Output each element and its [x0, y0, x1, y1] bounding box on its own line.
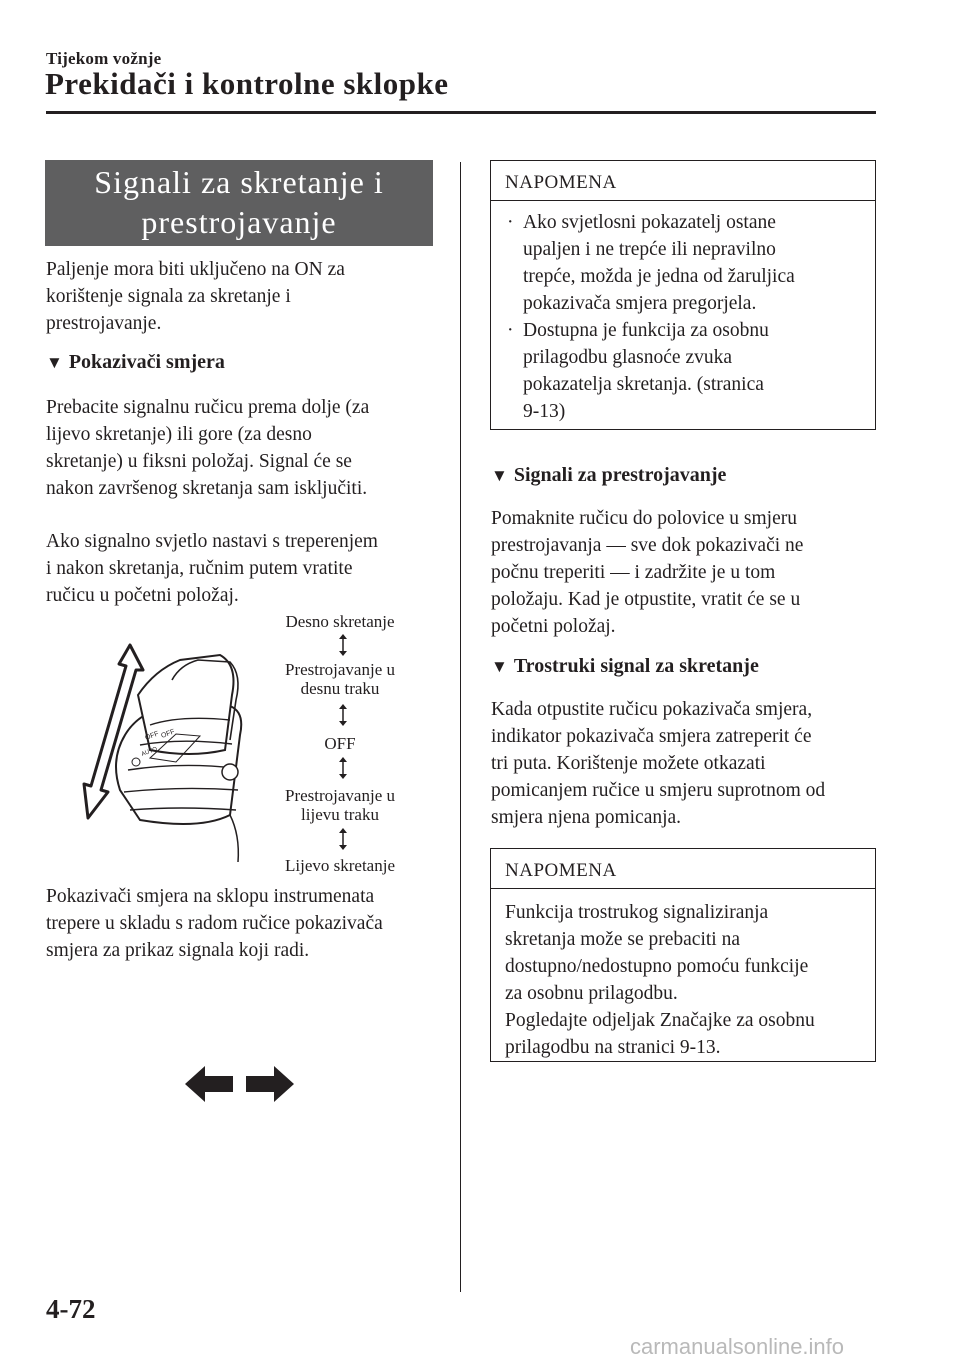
text-line: 9-13) [523, 401, 566, 422]
text-line: prestrojavanje. [46, 313, 162, 334]
note-body [491, 889, 875, 1061]
subheading-text: Pokazivači smjera [68, 351, 225, 373]
section-banner [45, 160, 433, 246]
paragraph-lane-change [491, 505, 803, 640]
text-line: nakon završenog skretanja sam isključiti. [46, 478, 368, 499]
page-number: 4-72 [46, 1294, 96, 1324]
text-line: Ako signalno svjetlo nastavi s treperenjem [46, 531, 378, 552]
paragraph-turn-signals [46, 394, 369, 502]
bullet-dot: · [507, 212, 514, 233]
turn-arrow-left-icon [185, 1066, 233, 1102]
text-line: smjera njena pomicanja. [491, 807, 682, 828]
subheading-text: Signali za prestrojavanje [513, 464, 727, 486]
text-line: i nakon skretanja, ručnim putem vratite [46, 558, 353, 579]
note-bullet-item [505, 209, 861, 317]
text-line: pokazivača smjera pregorjela. [523, 293, 757, 314]
double-arrow-icon [339, 757, 347, 779]
text-line: Pokazivači smjera na sklopu instrumenata [46, 886, 375, 907]
column-divider [460, 162, 461, 1292]
text-line: pokazatelja skretanja. (stranica [523, 374, 764, 395]
text-line: prilagodbu na stranici 9-13. [505, 1037, 721, 1058]
triangle-down-icon: ▼ [491, 657, 508, 676]
label-off: OFF [324, 734, 356, 753]
note-body [491, 201, 875, 425]
text-line: lijevo skretanje) ili gore (za desno [46, 424, 312, 445]
note-box-bulb [490, 160, 876, 430]
paragraph-instrument-cluster [46, 883, 383, 964]
section-title-line: prestrojavanje [141, 204, 337, 240]
text-line: Pogledajte odjeljak Značajke za osobnu [505, 1010, 815, 1031]
paragraph-return-lever [46, 528, 378, 609]
page-title: Prekidači i kontrolne sklopke [45, 66, 449, 101]
watermark: carmanualsonline.info [630, 1334, 845, 1359]
subheading-turn-signals [46, 349, 225, 376]
text-line: indikator pokazivača smjera zatreperit će [491, 726, 812, 747]
lever-diagram [80, 610, 430, 880]
text-line: Pomaknite ručicu do polovice u smjeru [491, 508, 797, 529]
label-right-turn: Desno skretanje [285, 612, 395, 631]
text-line: Ako svjetlosni pokazatelj ostane [523, 212, 776, 233]
text-line: prestrojavanja — sve dok pokazivači ne [491, 535, 804, 556]
triangle-down-icon: ▼ [46, 353, 63, 372]
label-line: desnu traku [300, 679, 380, 698]
turn-arrow-right-icon [246, 1066, 294, 1102]
text-line: skretanja može se prebaciti na [505, 929, 740, 950]
chapter-label: Tijekom vožnje [46, 49, 162, 68]
triangle-down-icon: ▼ [491, 466, 508, 485]
text-line: za osobnu prilagodbu. [505, 983, 678, 1004]
lever-mark-text: AUTO [140, 746, 159, 758]
text-line: položaju. Kad je otpustite, vratit će se u [491, 589, 801, 610]
intro-paragraph [46, 256, 345, 337]
label-lane-left [240, 786, 440, 824]
text-line: smjera za prikaz signala koji radi. [46, 940, 310, 961]
text-line: korištenje signala za skretanje i [46, 286, 291, 307]
label-line: Prestrojavanje u [285, 660, 395, 679]
lever-illustration [80, 640, 250, 865]
lever-mark-text: OFF [160, 728, 176, 740]
label-left-turn: Lijevo skretanje [285, 856, 395, 875]
text-line: upaljen i ne trepće ili nepravilno [523, 239, 776, 260]
text-line: trepere u skladu s radom ručice pokazivača [46, 913, 383, 934]
section-title-line: Signali za skretanje i [94, 164, 384, 200]
bullet-dot: · [507, 320, 514, 341]
text-line: skretanje) u fiksni položaj. Signal će se [46, 451, 352, 472]
subheading-text: Trostruki signal za skretanje [513, 655, 759, 677]
text-line: dostupno/nedostupno pomoću funkcije [505, 956, 809, 977]
double-arrow-icon [339, 634, 347, 656]
double-arrow-icon [339, 704, 347, 726]
text-line: ručicu u početni položaj. [46, 585, 239, 606]
note-title: NAPOMENA [491, 161, 875, 201]
note-bullet-item [505, 317, 861, 425]
text-line: počnu treperiti — i zadržite je u tom [491, 562, 776, 583]
text-line: prilagodbu glasnoće zvuka [523, 347, 733, 368]
text-line: Funkcija trostrukog signaliziranja [505, 902, 769, 923]
label-lane-right [240, 660, 440, 698]
paragraph-triple-signal [491, 696, 825, 831]
text-line: Paljenje mora biti uključeno na ON za [46, 259, 345, 280]
note-title: NAPOMENA [491, 849, 875, 889]
note-box-triple-signal [490, 848, 876, 1062]
text-line: Prebacite signalnu ručicu prema dolje (za [46, 397, 370, 418]
title-rule [46, 111, 876, 114]
text-line: početni položaj. [491, 616, 616, 637]
text-line: Kada otpustite ručicu pokazivača smjera, [491, 699, 813, 720]
subheading-lane-change [491, 462, 726, 489]
lever-mark-text: OFF [144, 730, 160, 742]
text-line: pomicanjem ručice u smjeru suprotnom od [491, 780, 826, 801]
double-arrow-icon [339, 828, 347, 850]
text-line: Dostupna je funkcija za osobnu [523, 320, 769, 341]
text-line: trepće, možda je jedna od žaruljica [523, 266, 795, 287]
subheading-triple-signal [491, 653, 759, 680]
text-line: tri puta. Korištenje možete otkazati [491, 753, 766, 774]
label-line: lijevu traku [301, 805, 379, 824]
label-line: Prestrojavanje u [285, 786, 395, 805]
